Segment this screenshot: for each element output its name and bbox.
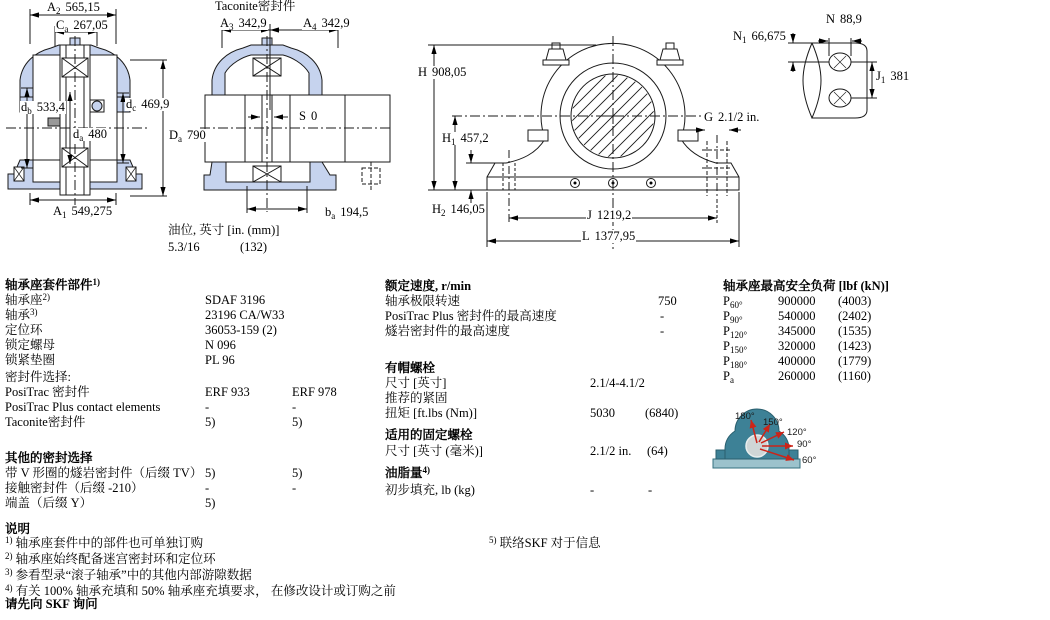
dim-label-dc: $d_c$ 469,9 [126, 97, 170, 113]
oil-level-value-inch: 5.3/16 [168, 240, 200, 254]
dim-label-J: J 1219,2 [587, 208, 632, 222]
seal-row-positrac-plus: PosiTrac Plus contact elements - - [5, 400, 297, 414]
load-direction-diagram [713, 409, 800, 468]
dim-label-N1: $N_1$ 66,675 [733, 29, 786, 45]
load-angle-90: 90° [797, 439, 812, 450]
load-angle-120: 120° [787, 427, 807, 438]
fix-bolts-header: 适用的固定螺栓 [385, 428, 473, 442]
note-1: $^{1)}$ 轴承座套件中的部件也可单独订购 [5, 535, 204, 550]
dim-label-L: L 1377,95 [582, 229, 636, 243]
load-angle-180: 180° [735, 411, 755, 422]
note-4-tail: 请先向 SKF 询问 [5, 597, 98, 611]
dim-label-H1: $H_1$ 457,2 [442, 131, 489, 147]
note-4: $^{4)}$ 有关 100% 轴承充填和 50% 轴承座充填要求， 在修改设计或订购之前 [5, 583, 396, 598]
dim-label-A1: $A_1$ 549,275 [53, 204, 113, 220]
other-seal-row-endcap: 端盖（后缀 Y） 5) [5, 496, 216, 510]
dim-label-H: H 908,05 [418, 65, 467, 79]
notes-header: 说明 [5, 522, 31, 536]
load-row-p90: $P_{90^\circ}$ 540000 (2402) [723, 309, 872, 325]
part-row-housing: 轴承座$^{2)}$ SDAF 3196 [5, 292, 266, 307]
footnote-5: $^{5)}$ 联络SKF 对于信息 [489, 535, 601, 550]
part-row-bearing: 轴承$^{3)}$ 23196 CA/W33 [5, 307, 285, 322]
load-row-p60: $P_{60^\circ}$ 900000 (4003) [723, 294, 872, 310]
cap-bolt-row-size: 尺寸 [英寸] 2.1/4-4.1/2 [385, 376, 645, 390]
dim-label-S: S 0 [299, 109, 318, 123]
dim-label-da: $d_a$ 480 [73, 127, 107, 143]
seal-row-positrac: PosiTrac 密封件 ERF 933 ERF 978 [5, 385, 337, 399]
dim-label-ba: $b_a$ 194,5 [325, 205, 369, 221]
cap-bolts-header: 有帽螺栓 [385, 361, 436, 375]
dim-label-Ca: $C_a$ 267,05 [56, 18, 108, 34]
dim-label-N: N 88,9 [826, 12, 862, 26]
cap-bolt-row-torque: 扭矩 [ft.lbs (Nm)] 5030 (6840) [385, 406, 679, 420]
load-row-pa: $P_a$ 260000 (1160) [723, 369, 871, 385]
loads-header: 轴承座最高安全负荷 [lbf (kN)] [723, 279, 889, 293]
part-row-lock-nut: 锁定螺母 N 096 [5, 338, 236, 352]
dim-label-H2: $H_2$ 146,05 [432, 202, 485, 218]
fix-bolt-row-size: 尺寸 [英寸 (毫米)] 2.1/2 in. (64) [385, 444, 668, 458]
other-seals-header: 其他的密封选择 [5, 451, 93, 465]
part-row-lock-washer: 锁紧垫圈 PL 96 [5, 353, 235, 367]
load-row-p150: $P_{150^\circ}$ 320000 (1423) [723, 339, 872, 355]
seal-row-taconite: Taconite密封件 5) 5) [5, 415, 303, 429]
part-row-locating-ring: 定位环 36053-159 (2) [5, 323, 277, 337]
load-row-p180: $P_{180^\circ}$ 400000 (1779) [723, 354, 872, 370]
seals-header: 密封件选择: [5, 370, 71, 384]
dim-label-Da: $D_a$ 790 [169, 128, 206, 144]
other-seal-row-210: 接触密封件（后缀 -210） - - [5, 481, 297, 495]
parts-header: 轴承座套件部件$^{1)}$ [5, 277, 101, 292]
load-row-p120: $P_{120^\circ}$ 345000 (1535) [723, 324, 872, 340]
taconite-seal-title: Taconite密封件 [215, 0, 296, 13]
speed-header: 额定速度, r/min [385, 279, 472, 293]
note-3: $^{3)}$ 参看型录“滚子轴承”中的其他内部游隙数据 [5, 567, 252, 582]
oil-level-value-mm: (132) [240, 240, 268, 254]
speed-row-taconite: 燧岩密封件的最高速度 - [385, 324, 665, 338]
base-end-drawing [788, 33, 877, 118]
load-angle-150: 150° [763, 417, 783, 428]
grease-header: 油脂量$^{4)}$ [385, 465, 431, 480]
note-2: $^{2)}$ 轴承座始终配备迷宫密封环和定位环 [5, 551, 216, 566]
dim-label-A4: $A_4$ 342,9 [303, 16, 350, 32]
dim-label-G: G 2.1/2 in. [704, 110, 760, 124]
speed-row-limit: 轴承极限转速 750 [385, 294, 677, 308]
grease-row-initial-fill: 初步填充, lb (kg) - - [385, 483, 653, 497]
load-angle-60: 60° [802, 455, 817, 466]
dim-label-A2: $A_2$ 565,15 [47, 0, 100, 16]
oil-level-label: 油位, 英寸 [in. (mm)] [168, 223, 280, 237]
other-seal-row-tv: 带 V 形圈的燧岩密封件（后缀 TV） 5) 5) [5, 466, 303, 480]
dim-label-J1: $J_1$ 381 [876, 69, 910, 85]
speed-row-positrac-plus: PosiTrac Plus 密封件的最高速度 - [385, 309, 665, 323]
dim-label-A3: $A_3$ 342,9 [220, 16, 267, 32]
taconite-section-drawing [200, 24, 393, 213]
dim-label-db: $d_b$ 533,4 [21, 100, 65, 116]
cap-bolt-row-recommended: 推荐的紧固 [385, 391, 448, 405]
